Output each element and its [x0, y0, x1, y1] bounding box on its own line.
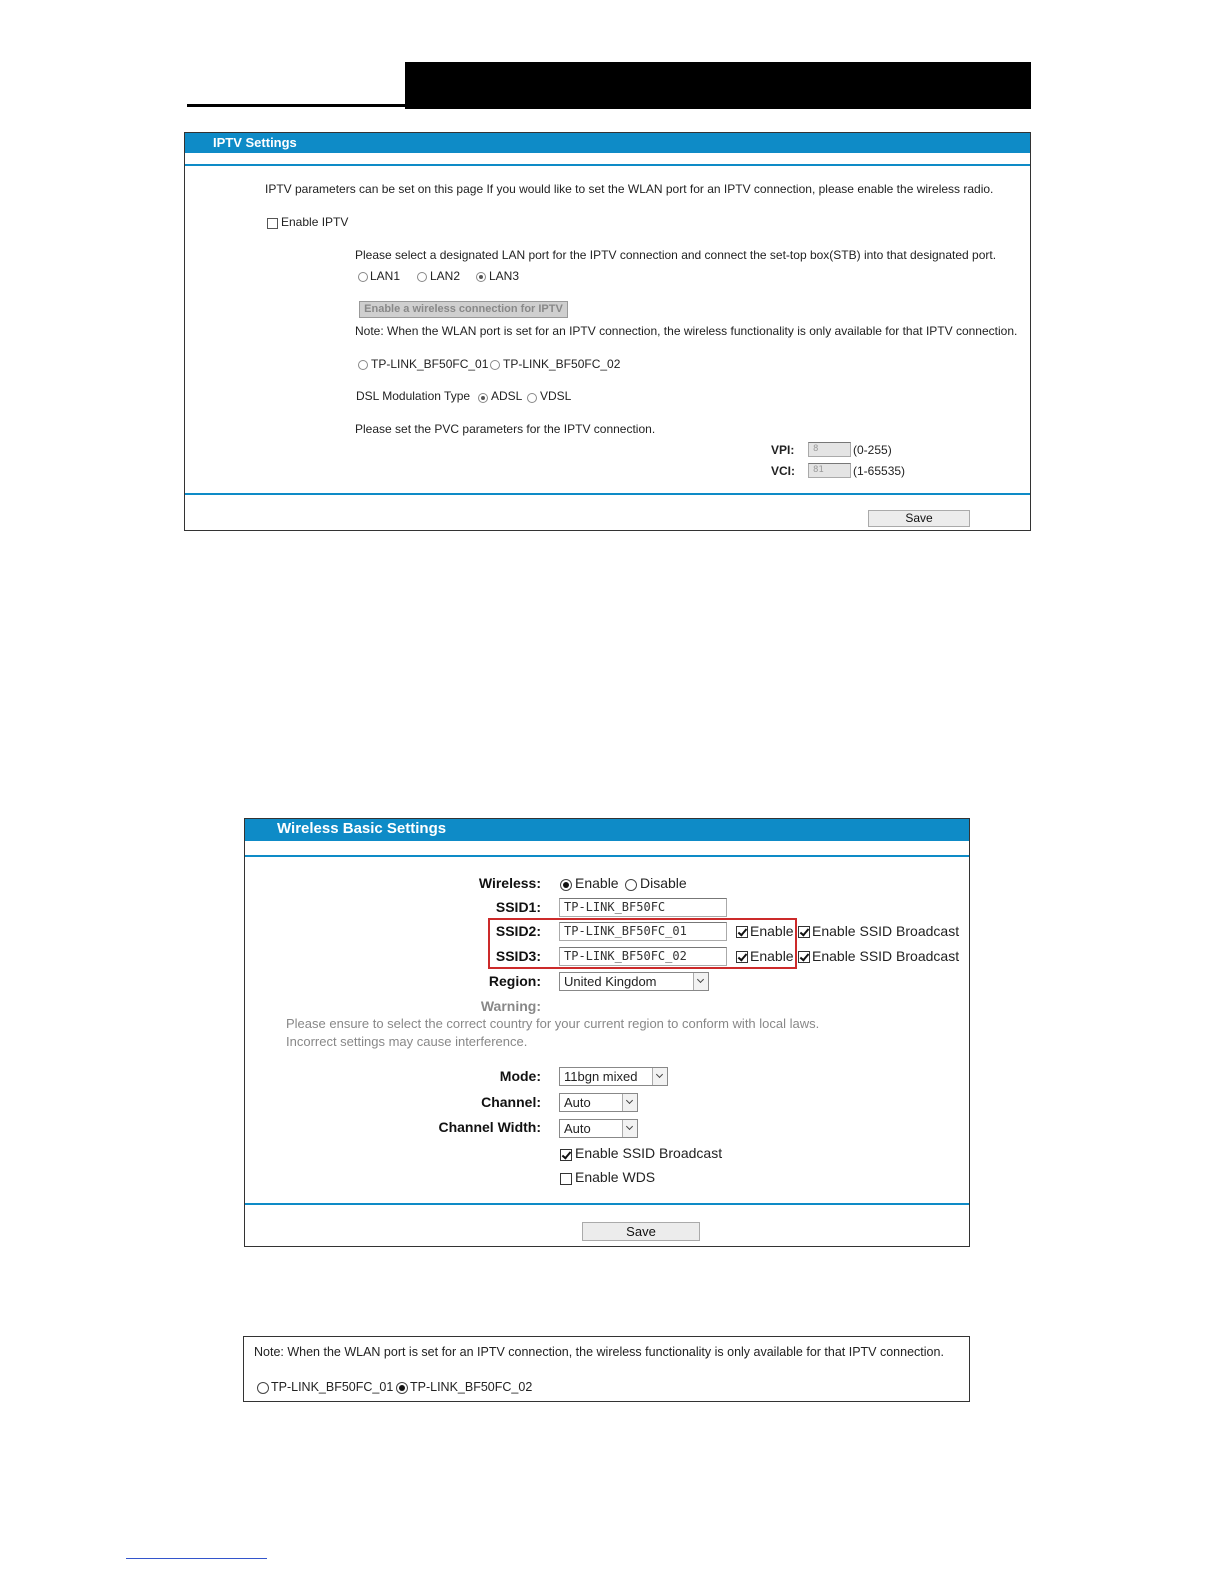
- channel-select[interactable]: [559, 1093, 638, 1112]
- ssid1-label: SSID1:: [495, 899, 541, 915]
- iptv-save-button[interactable]: Save: [868, 510, 970, 527]
- lan3-radio[interactable]: [476, 272, 486, 282]
- wds-checkbox[interactable]: [560, 1173, 572, 1185]
- lan1-radio[interactable]: [358, 272, 368, 282]
- vpi-range: (0-255): [853, 443, 892, 457]
- mode-label: Mode:: [499, 1068, 541, 1084]
- header-bar: [405, 62, 1031, 109]
- footer-link-underline: [126, 1558, 267, 1559]
- title-underline: [185, 164, 1030, 166]
- lan2-radio[interactable]: [417, 272, 427, 282]
- ssid2-enable-label: Enable: [750, 923, 794, 939]
- ssid-02-radio[interactable]: [490, 360, 500, 370]
- iptv-note-text: Note: When the WLAN port is set for an IPTV connection, the wireless functionality is only available for that IPTV connection.: [355, 324, 1018, 338]
- wds-label: Enable WDS: [575, 1169, 656, 1185]
- title-underline: [245, 855, 969, 857]
- channel-width-label: Channel Width:: [438, 1119, 541, 1135]
- chevron-down-icon: [622, 1120, 637, 1137]
- iptv-panel-title: IPTV Settings: [185, 133, 1030, 153]
- ssid3-label: SSID3:: [495, 948, 541, 964]
- vpi-label: VPI:: [771, 443, 795, 457]
- wireless-label: Wireless:: [478, 875, 541, 891]
- wireless-panel-title: Wireless Basic Settings: [245, 819, 969, 841]
- channel-value: Auto: [564, 1095, 591, 1110]
- warning-label: Warning:: [480, 998, 541, 1014]
- enable-iptv-label: Enable IPTV: [281, 215, 349, 229]
- wireless-basic-settings-panel: [244, 818, 970, 1247]
- region-value: United Kingdom: [564, 974, 657, 989]
- wlan-note-text: Note: When the WLAN port is set for an IPTV connection, the wireless functionality is only available for that IPTV connection.: [254, 1345, 944, 1359]
- ssid3-broadcast-checkbox[interactable]: [798, 951, 810, 963]
- ssid-01-label: TP-LINK_BF50FC_01: [371, 357, 489, 371]
- channel-label: Channel:: [481, 1094, 541, 1110]
- wireless-save-button[interactable]: Save: [582, 1222, 700, 1241]
- vdsl-radio[interactable]: [527, 393, 537, 403]
- vci-range: (1-65535): [853, 464, 906, 478]
- iptv-footer-separator: [185, 493, 1030, 495]
- lan2-label: LAN2: [430, 269, 461, 283]
- enable-iptv-checkbox[interactable]: [267, 218, 278, 229]
- channel-width-value: Auto: [564, 1121, 591, 1136]
- ssid3-broadcast-label: Enable SSID Broadcast: [812, 948, 960, 964]
- ssid2-broadcast-checkbox[interactable]: [798, 926, 810, 938]
- iptv-settings-panel: [184, 132, 1031, 531]
- iptv-intro-text: IPTV parameters can be set on this page If you would like to set the WLAN port for an IPTV connection, please enable the wireless radio.: [265, 182, 994, 196]
- vci-label: VCI:: [771, 464, 795, 478]
- pvc-instruction-text: Please set the PVC parameters for the IPTV connection.: [355, 422, 656, 436]
- region-label: Region:: [488, 973, 541, 989]
- ssid2-input[interactable]: TP-LINK_BF50FC_01: [559, 922, 727, 941]
- chevron-down-icon: [622, 1094, 637, 1111]
- vdsl-label: VDSL: [540, 389, 572, 403]
- wireless-disable-label: Disable: [640, 875, 687, 891]
- ssid2-broadcast-label: Enable SSID Broadcast: [812, 923, 960, 939]
- note-ssid-01-radio[interactable]: [257, 1382, 269, 1394]
- ssid3-enable-label: Enable: [750, 948, 794, 964]
- ssid2-label: SSID2:: [495, 923, 541, 939]
- wireless-footer-separator: [245, 1203, 969, 1205]
- adsl-radio[interactable]: [478, 393, 488, 403]
- chevron-down-icon: [693, 973, 708, 990]
- ssid-01-radio[interactable]: [358, 360, 368, 370]
- ssid3-input[interactable]: TP-LINK_BF50FC_02: [559, 947, 727, 966]
- ssid3-enable-checkbox[interactable]: [736, 951, 748, 963]
- adsl-label: ADSL: [491, 389, 523, 403]
- wlan-note-panel: [243, 1336, 970, 1402]
- ssid-broadcast-label: Enable SSID Broadcast: [575, 1145, 723, 1161]
- ssid2-enable-checkbox[interactable]: [736, 926, 748, 938]
- vci-input[interactable]: 81: [808, 463, 851, 478]
- vpi-input[interactable]: 8: [808, 442, 851, 457]
- chevron-down-icon: [652, 1068, 667, 1085]
- dsl-modulation-label: DSL Modulation Type: [356, 389, 471, 403]
- note-ssid-02-label: TP-LINK_BF50FC_02: [410, 1380, 533, 1394]
- ssid-02-label: TP-LINK_BF50FC_02: [503, 357, 621, 371]
- region-select[interactable]: [559, 972, 709, 991]
- header-rule: [187, 104, 407, 107]
- ssid-broadcast-checkbox[interactable]: [560, 1149, 572, 1161]
- ssid1-input[interactable]: TP-LINK_BF50FC: [559, 898, 727, 917]
- channel-width-select[interactable]: [559, 1119, 638, 1138]
- lan3-label: LAN3: [489, 269, 520, 283]
- wireless-disable-radio[interactable]: [625, 879, 637, 891]
- mode-select[interactable]: [559, 1067, 668, 1086]
- wireless-enable-radio[interactable]: [560, 879, 572, 891]
- mode-value: 11bgn mixed: [564, 1069, 638, 1084]
- wireless-enable-label: Enable: [575, 875, 619, 891]
- note-ssid-01-label: TP-LINK_BF50FC_01: [271, 1380, 394, 1394]
- warning-line-1: Please ensure to select the correct country for your current region to conform with local laws.: [286, 1016, 820, 1031]
- lan1-label: LAN1: [370, 269, 401, 283]
- enable-wireless-iptv-button[interactable]: Enable a wireless connection for IPTV: [359, 301, 568, 318]
- warning-line-2: Incorrect settings may cause interference.: [286, 1034, 528, 1049]
- note-ssid-02-radio[interactable]: [396, 1382, 408, 1394]
- lan-instruction-text: Please select a designated LAN port for the IPTV connection and connect the set-top box(STB) into that designated port.: [355, 248, 997, 262]
